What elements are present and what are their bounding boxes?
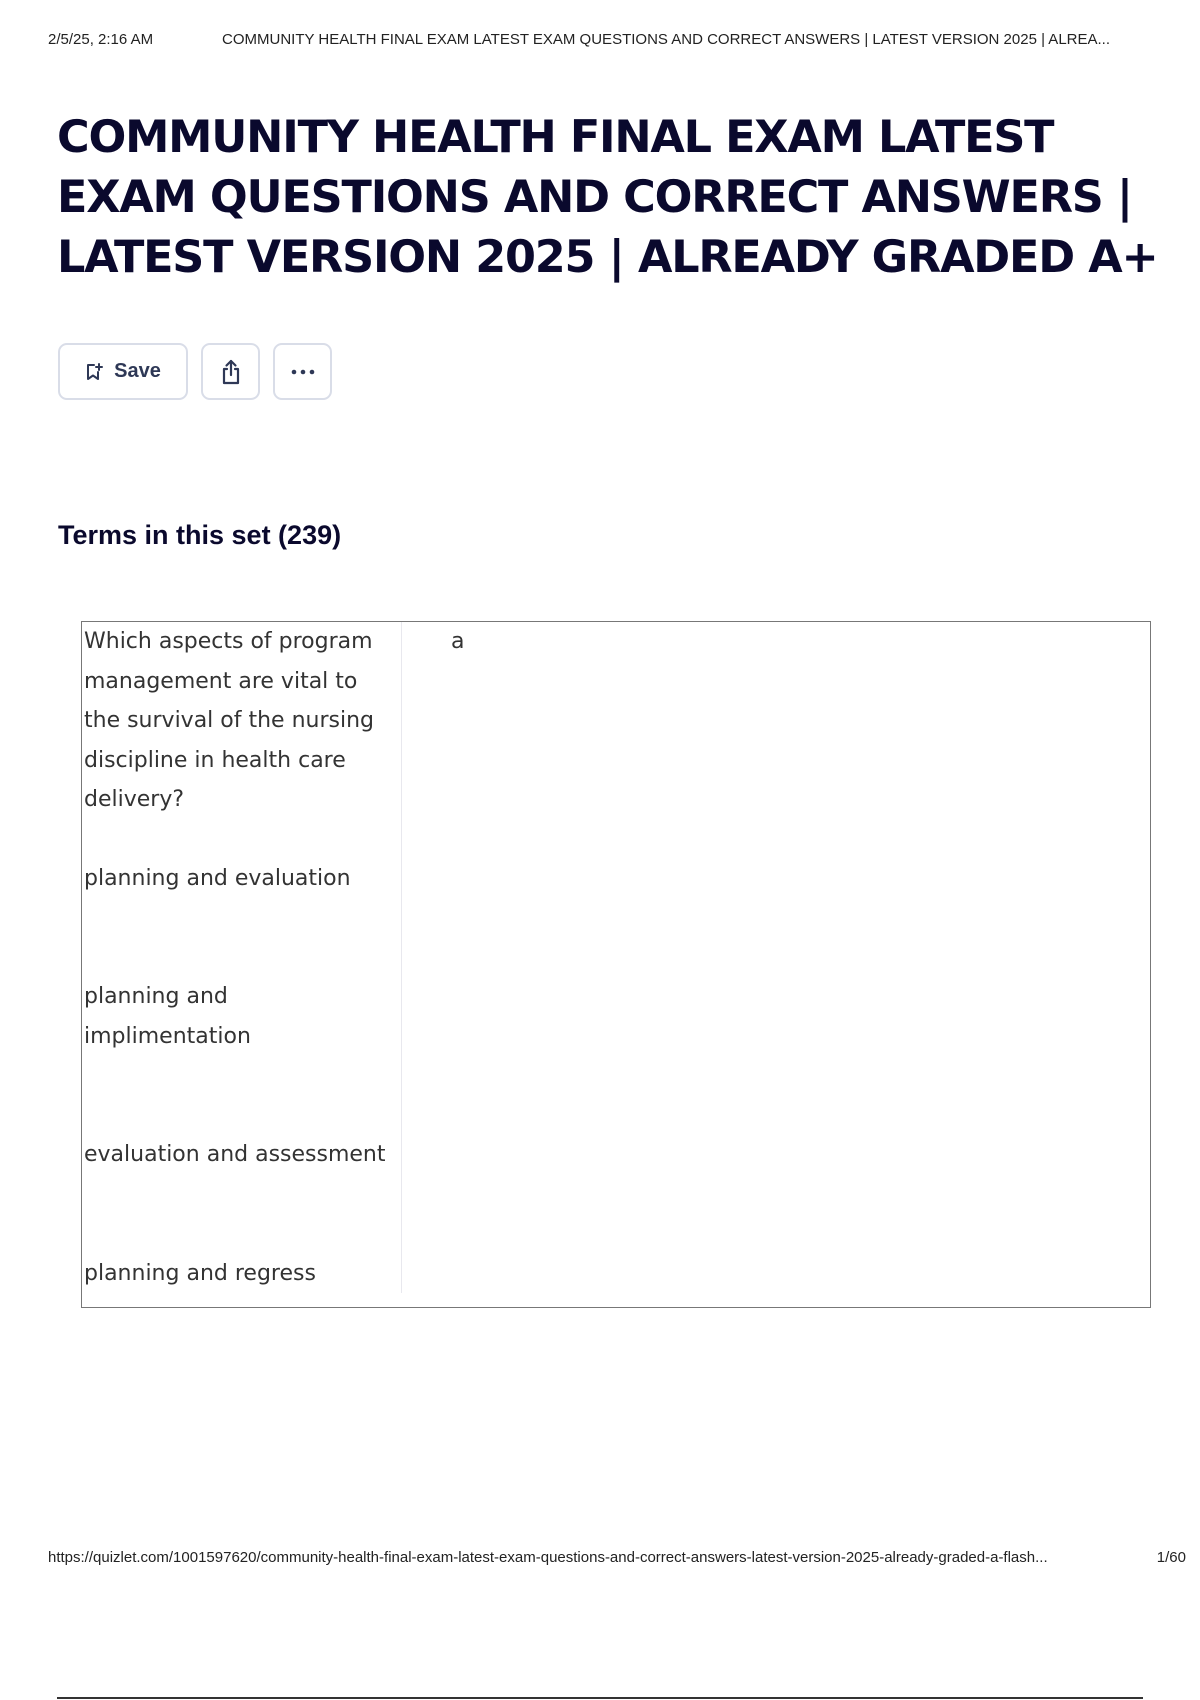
more-options-button[interactable] bbox=[273, 343, 332, 400]
term-option bbox=[84, 859, 389, 899]
term-side bbox=[84, 622, 389, 1286]
term-option-line: planning and evaluation bbox=[84, 866, 351, 891]
print-header bbox=[48, 31, 1178, 48]
print-page-indicator: 1/60 bbox=[1156, 1549, 1186, 1566]
share-button[interactable] bbox=[201, 343, 260, 400]
more-horizontal-icon bbox=[289, 368, 317, 376]
term-question-line: delivery? bbox=[84, 787, 185, 812]
term-question-line: discipline in health care bbox=[84, 747, 346, 773]
term-question bbox=[84, 622, 389, 820]
print-doc-title: COMMUNITY HEALTH FINAL EXAM LATEST EXAM QUESTIONS AND CORRECT ANSWERS | LATEST VERSION 2025 | ALREA... bbox=[222, 31, 1111, 48]
save-button[interactable] bbox=[58, 343, 188, 400]
terms-heading: Terms in this set (239) bbox=[58, 520, 342, 550]
term-question-line: management are vital to bbox=[84, 668, 358, 694]
page-bottom-rule bbox=[57, 1697, 1143, 1699]
term-option-line: implimentation bbox=[84, 1023, 251, 1049]
page-title-line: EXAM QUESTIONS AND CORRECT ANSWERS | bbox=[57, 172, 1132, 223]
print-datetime: 2/5/25, 2:16 AM bbox=[48, 31, 154, 48]
print-url: https://quizlet.com/1001597620/community-health-final-exam-latest-exam-questions-and-correct-answers-latest-version-2025-already-graded-a-flash... bbox=[48, 1549, 1048, 1566]
term-definition: a bbox=[451, 629, 465, 654]
share-icon bbox=[217, 358, 245, 386]
print-footer bbox=[48, 1549, 1186, 1566]
term-option bbox=[84, 1254, 389, 1294]
term-question-line: the survival of the nursing bbox=[84, 708, 374, 733]
page-title bbox=[57, 108, 1177, 288]
page-title-line: LATEST VERSION 2025 | ALREADY GRADED A+ bbox=[57, 232, 1158, 283]
term-option bbox=[84, 1135, 389, 1175]
term-option bbox=[84, 977, 389, 1056]
card-divider bbox=[401, 622, 402, 1293]
save-button-label: Save bbox=[114, 360, 161, 382]
term-card bbox=[81, 621, 1151, 1308]
term-question-line: Which aspects of program bbox=[84, 629, 373, 654]
term-option-line: evaluation and assessment bbox=[84, 1142, 386, 1167]
set-actions bbox=[58, 343, 332, 400]
term-option-line: planning and regress bbox=[84, 1261, 316, 1286]
term-option-line: planning and bbox=[84, 984, 228, 1009]
bookmark-add-icon bbox=[85, 363, 103, 381]
page-title-line: COMMUNITY HEALTH FINAL EXAM LATEST bbox=[57, 112, 1054, 163]
